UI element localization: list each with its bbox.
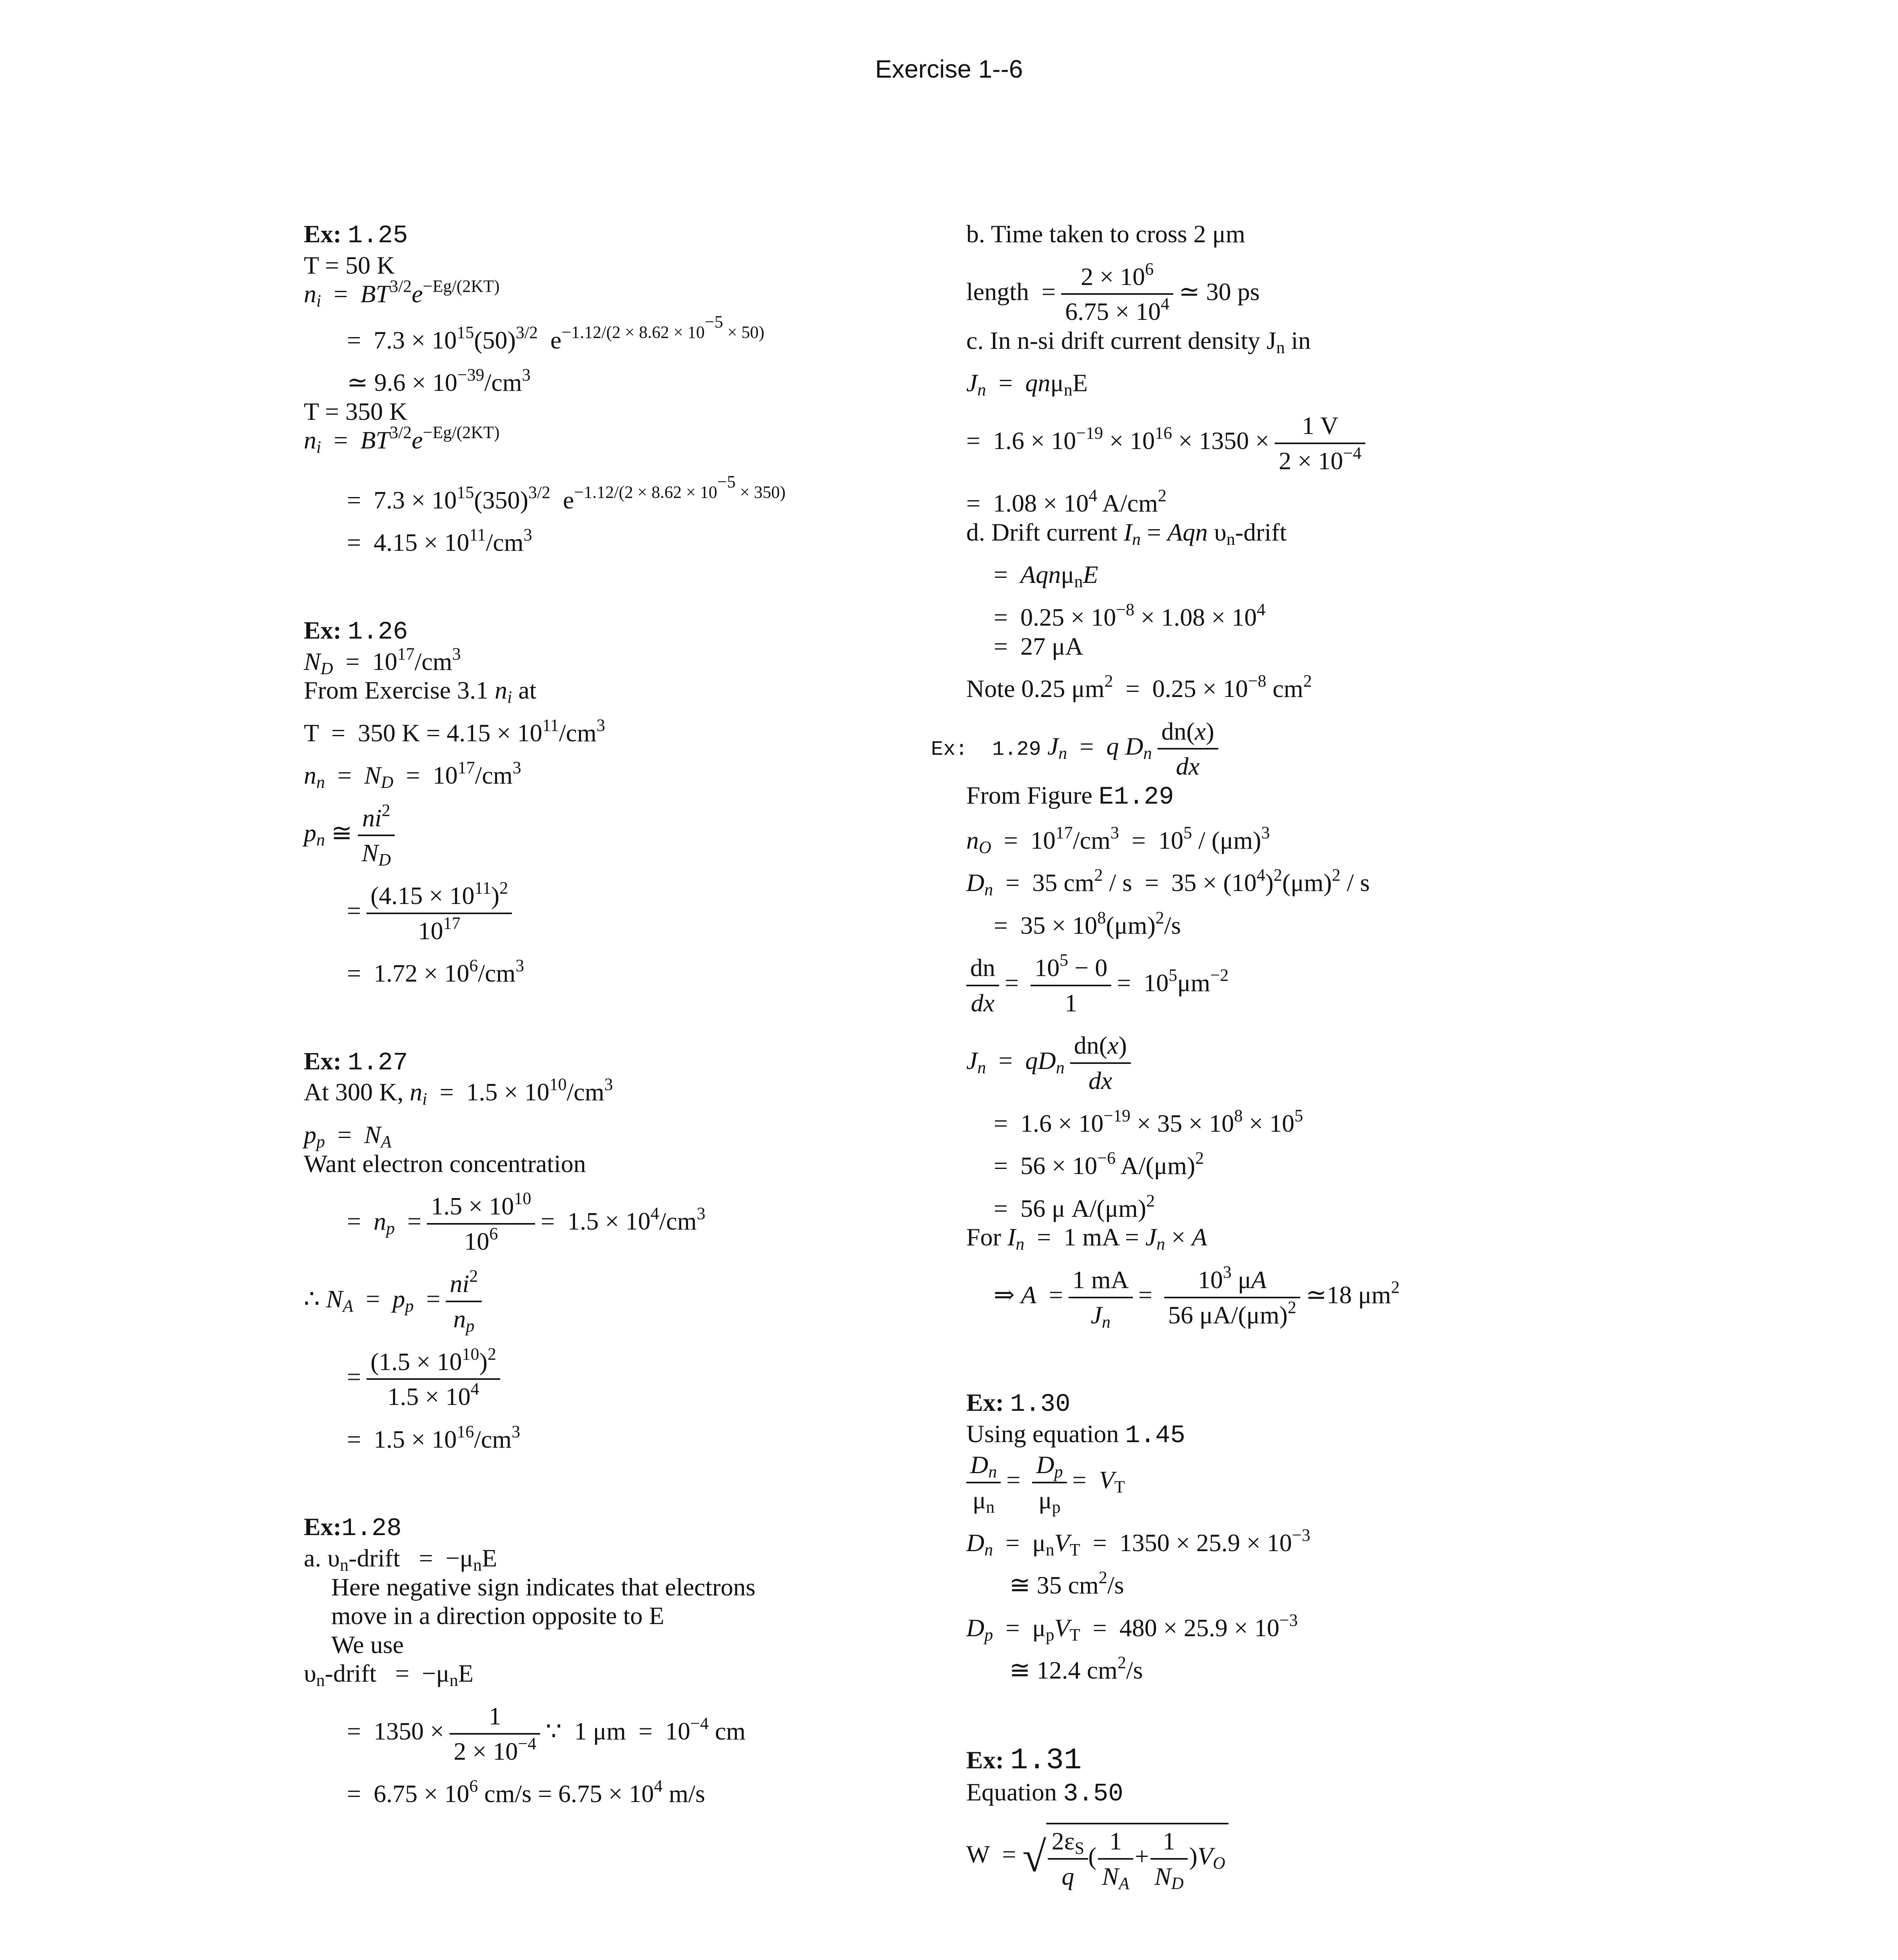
nd-value: $N_D = 10^{17}/cm^3$ <box>304 644 461 678</box>
exercise-1-25-heading: Ex: 1.25 <box>304 220 408 250</box>
exercise-1-30-heading: Ex: 1.30 <box>966 1388 1071 1419</box>
jn-formula: $J_n = qn\mu_nE$ <box>966 369 1088 400</box>
right-column <box>931 220 1750 1893</box>
gradient-formula: $\frac{dn}{dx}$ = $\frac{10^5 - 0}{1}$ = $10^5\mu m^{-2}$ <box>966 953 1750 1017</box>
part-c-text: c. In n-si drift current density $J_n$ in <box>966 326 1311 357</box>
negative-sign-text-2: move in a direction opposite to E <box>331 1602 664 1630</box>
area-formula: ⇒ A = $\frac{1 mA}{J_n}$ = $\frac{10^3 \mu A}{56 \mu A/(\mu m)^2}$ ≃18 $\mu m^2$ <box>994 1262 1400 1332</box>
temperature-50k: T = 50 K <box>304 251 395 279</box>
jn-diffusion-formula: $J_n = qD_n$ $\frac{dn(x)}{dx}$ <box>966 1031 1750 1095</box>
jn-diffusion-substitution: = $1.6 \times 10^{-19} \times 35 \times 10^8 \times 10^5$ <box>994 1106 1303 1137</box>
dn-value: $D_n = 35$ $cm^2 / s = 35 \times (10^4)^2(\mu m)^2 / s$ <box>966 865 1370 900</box>
page-header: Exercise 1--6 <box>875 55 1023 83</box>
equation-reference: Equation 3.50 <box>966 1778 1123 1809</box>
in-substitution: = $0.25 \times 10^{-8} \times 1.08 \times 10^4$ <box>994 600 1266 631</box>
pn-substitution: = $\frac{(4.15 \times 10^{11})^2}{10^{17}}$ <box>304 881 1088 945</box>
drift-velocity-result: = $6.75 \times 10^6$ $cm/s = 6.75 \times 10^4$ m/s <box>347 1776 705 1808</box>
ni-step-50k: = $7.3 \times 10^{15}(50)^{3/2}$ $e^{-1.12/(2 \times 8.62 \times 10^{-5} \times 50)}$ <box>347 312 765 354</box>
ni-step-350k: = $7.3 \times 10^{15}(350)^{3/2}$ $e^{-1.12/(2 \times 8.62 \times 10^{-5} \times 350)}$ <box>347 472 786 514</box>
depletion-width-formula: W = √ $\frac{2\varepsilon_S}{q}$ ( $\frac{1}{N_A}$ + $\frac{1}{N_D}$ )$V_O$ <box>966 1823 1750 1891</box>
pp-equals-na: $p_p = N_A$ <box>304 1121 392 1152</box>
temperature-350k: T = 350 K <box>304 397 408 425</box>
ni-result-50k: ≃ $9.6 \times 10^{-39}/cm^3$ <box>347 365 531 397</box>
exercise-1-26-heading: Ex: 1.26 <box>304 616 408 646</box>
exercise-1-28-heading: Ex:1.28 <box>304 1513 402 1543</box>
dn-einstein: $D_n = \mu_nV_T = 1350 \times 25.9 \times 10^{-3}$ <box>966 1525 1310 1559</box>
jn-diffusion-result-2: = 56 μ $A/(\mu m)^2$ <box>994 1191 1155 1222</box>
we-use-text: We use <box>331 1630 404 1659</box>
t-350-ni: T = 350 $K = 4.15 \times 10^{11}/cm^3$ <box>304 715 605 747</box>
using-equation-text: Using equation 1.45 <box>966 1419 1185 1450</box>
exercise-1-31-heading: Ex: 1.31 <box>966 1743 1082 1777</box>
pn-formula: $p_n$ ≅ $\frac{ni^2}{N_D}$ <box>304 804 1088 867</box>
na-result: = $1.5 \times 10^{16}/cm^3$ <box>347 1422 521 1453</box>
dn-einstein-result: ≅ 35 $cm^2/s$ <box>1009 1568 1124 1599</box>
ni-result-350k: = $4.15 \times 10^{11}/cm^3$ <box>347 525 532 557</box>
np-formula: = $n_p$ = $\frac{1.5 \times 10^{10}}{10^6}$ = $1.5 \times 10^4/cm^3$ <box>347 1189 706 1255</box>
jn-diffusion-result-1: = $56 \times 10^{-6}$ $A/(\mu m)^2$ <box>994 1148 1204 1180</box>
exercise-1-27-heading: Ex: 1.27 <box>304 1047 408 1077</box>
time-length-formula: length = $\frac{2 \times 10^6}{6.75 \times 10^4}$ ≃ 30 ps <box>966 259 1260 326</box>
pn-result: = $1.72 \times 10^6/cm^3$ <box>347 956 524 987</box>
drift-velocity-a: a. $\upsilon_n$-drift = $-\mu_nE$ <box>304 1544 497 1575</box>
jn-result: = $1.08 \times 10^4$ $A/cm^2$ <box>966 486 1167 517</box>
ni-formula-1: $n_i = BT^{3/2}e^{-Eg/(2KT)}$ <box>304 276 500 311</box>
from-figure-text: From Figure E1.29 <box>966 781 1174 811</box>
part-d-text: d. Drift current $I_n$ = Aqn $\upsilon_n$-drift <box>966 518 1287 549</box>
na-substitution: = $\frac{(1.5 \times 10^{10})^2}{1.5 \times 10^4}$ <box>304 1347 1088 1411</box>
nn-equals-nd: $n_n = N_D = 10^{17}/cm^3$ <box>304 758 521 792</box>
ni-formula-2: $n_i = BT^{3/2}e^{-Eg/(2KT)}$ <box>304 423 500 457</box>
want-electron-text: Want electron concentration <box>304 1149 586 1178</box>
na-formula: ∴ $N_A = p_p$ = $\frac{ni^2}{n_p}$ <box>304 1269 1088 1333</box>
from-exercise-text: From Exercise 3.1 $n_i$ at <box>304 676 537 707</box>
dp-einstein: $D_p = \mu_pV_T = 480 \times 25.9 \times 10^{-3}$ <box>966 1610 1298 1644</box>
ni-300k: At 300 K, $n_i = 1.5 \times 10^{10}/cm^3$ <box>304 1075 613 1109</box>
exercise-1-29-heading: Ex: 1.29 $J_n = q$ $D_n$ $\frac{dn(x)}{dx}$ <box>931 717 1750 781</box>
in-formula: = Aqnμ$_n$E <box>994 561 1098 592</box>
drift-velocity-substitution: = 1350 × $\frac{1}{2 \times 10^{-4}}$ ∵ 1 $\mu m = 10^{-4}$ cm <box>347 1702 746 1765</box>
dn-converted: = $35 \times 10^8(\mu m)^2/s$ <box>994 908 1181 939</box>
dp-einstein-result: ≅ 12.4 $cm^2/s$ <box>1009 1653 1143 1684</box>
drift-velocity-formula: $\upsilon_n$-drift = $-\mu_nE$ <box>304 1659 474 1690</box>
einstein-relation: $\frac{D_n}{\mu_n}$ = $\frac{D_p}{\mu_p}$ = $V_T$ <box>966 1450 1750 1514</box>
for-in-text: For $I_n = 1$ mA = $J_n \times A$ <box>966 1223 1207 1254</box>
note-area: Note 0.25 $\mu m^2 = 0.25 \times 10^{-8}$ $cm^2$ <box>966 671 1312 703</box>
in-result: = 27 μA <box>994 632 1083 660</box>
negative-sign-text-1: Here negative sign indicates that electrons <box>331 1573 756 1601</box>
no-value: $n_O = 10^{17}/cm^3 = 10^5 / (\mu m)^3$ <box>966 823 1270 857</box>
jn-substitution: = $1.6 \times 10^{-19} \times 10^{16} \times 1350$ × $\frac{1 V}{2 \times 10^{-4}}$ <box>966 411 1750 475</box>
part-b-text: b. Time taken to cross 2 μm <box>966 220 1245 248</box>
